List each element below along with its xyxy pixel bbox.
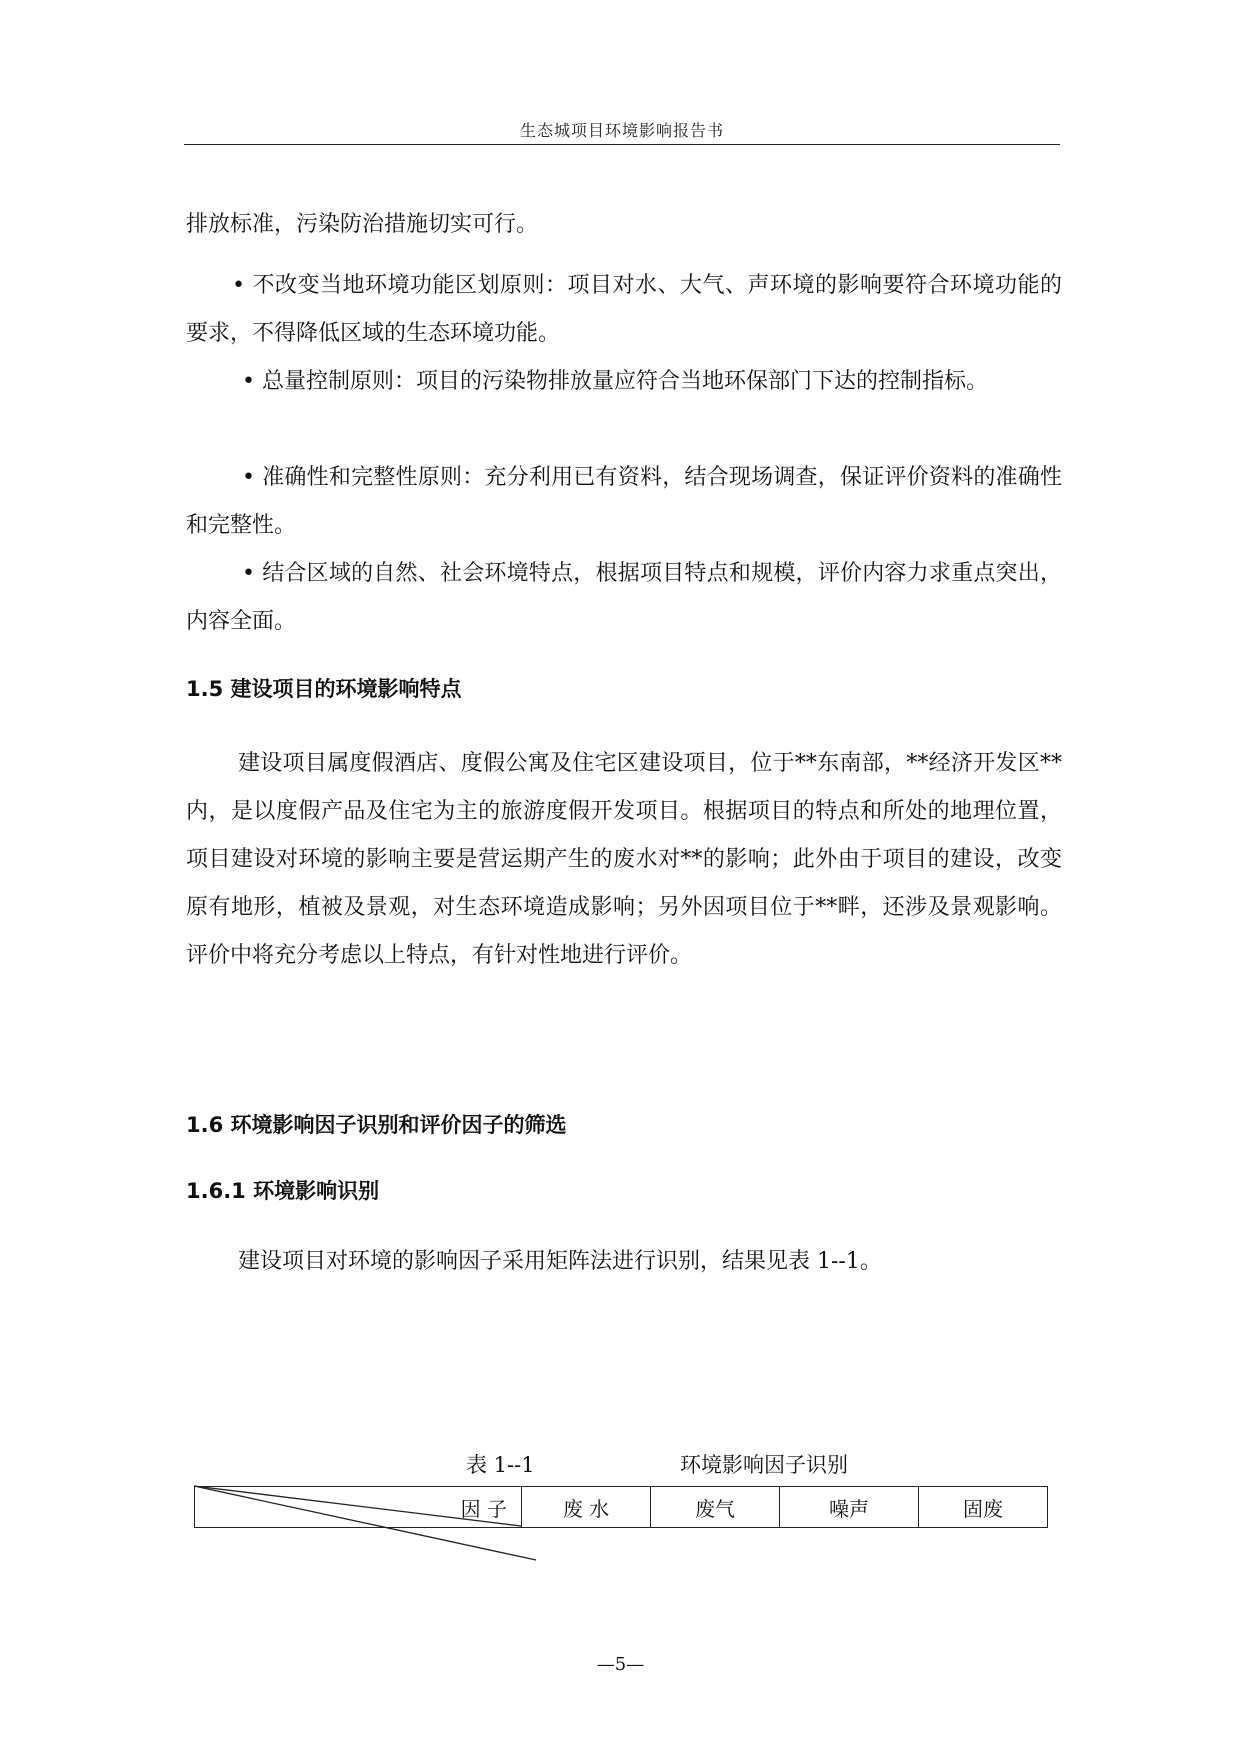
paragraph-emission-standards: 排放标准，污染防治措施切实可行。 (186, 212, 539, 237)
page-number: —5— (596, 1654, 645, 1675)
paragraph-function-zoning-principle: • 不改变当地环境功能区划原则：项目对水、大气、声环境的影响要符合环境功能的要求，不得降低区域的生态环境功能。 (186, 273, 1062, 346)
diagonal-header-label: 因 子 (460, 1496, 507, 1521)
section-heading-1-6-1: 1.6.1 环境影响识别 (186, 1179, 380, 1203)
paragraph-impact-characteristics: 建设项目属度假酒店、度假公寓及住宅区建设项目，位于**东南部，**经济开发区**内，是以度假产品及住宅为主的旅游度假开发项目。根据项目的特点和所处的地理位置，项目建设对环境的影响主要是营运期产生的废水对**的影响；此外由于项目的建设，改变原有地形，植被及景观，对生态环境造成影响；另外因项目位于**畔，还涉及景观影响。评价中将充分考虑以上特点，有针对性地进行评价。 (186, 751, 1062, 968)
table-title: 环境影响因子识别 (680, 1453, 848, 1477)
section-heading-1-6: 1.6 环境影响因子识别和评价因子的筛选 (186, 1113, 567, 1137)
section-heading-1-5: 1.5 建设项目的环境影响特点 (186, 677, 462, 701)
diagonal-line-lower (194, 1486, 536, 1560)
column-header-noise: 噪声 (780, 1487, 919, 1528)
paragraph-accuracy-principle: • 准确性和完整性原则：充分利用已有资料，结合现场调查，保证评价资料的准确性和完整性。 (186, 465, 1062, 538)
column-header-wastewater: 废 水 (522, 1487, 651, 1528)
paragraph-matrix-method: 建设项目对环境的影响因子采用矩阵法进行识别，结果见表 1--1。 (238, 1249, 882, 1274)
paragraph-total-control-principle: • 总量控制原则：项目的污染物排放量应符合当地环保部门下达的控制指标。 (242, 369, 988, 394)
diagonal-divider-lines (194, 1486, 554, 1566)
column-header-solid-waste: 固废 (919, 1487, 1048, 1528)
table-number: 表 1--1 (466, 1453, 535, 1477)
paragraph-regional-features-principle: • 结合区域的自然、社会环境特点，根据项目特点和规模，评价内容力求重点突出，内容全面。 (186, 561, 1062, 634)
running-header-title: 生态城项目环境影响报告书 (519, 121, 724, 140)
diagonal-line-upper (194, 1486, 521, 1526)
column-header-waste-gas: 废气 (651, 1487, 780, 1528)
header-rule (184, 144, 1060, 145)
